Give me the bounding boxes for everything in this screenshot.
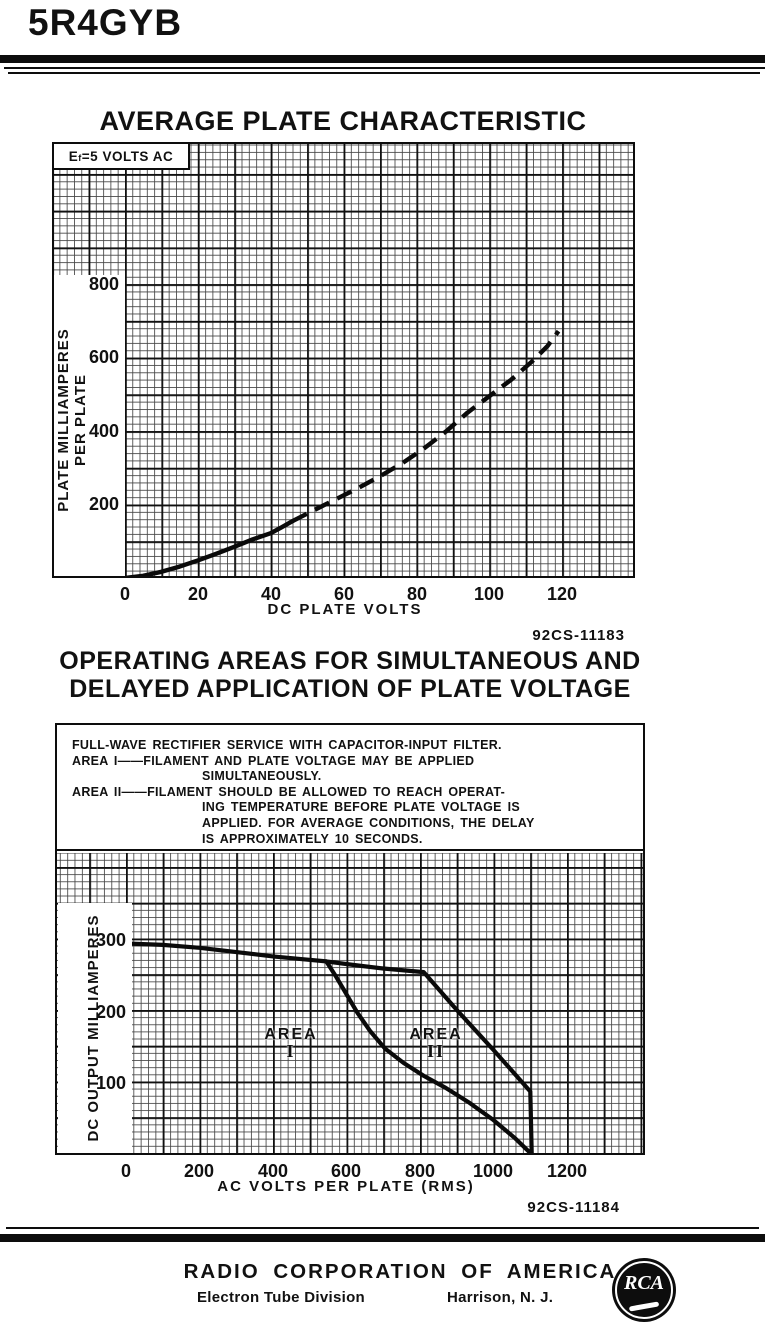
header-rule-thin-2 bbox=[8, 72, 760, 74]
chart2-xtick-1200: 1200 bbox=[546, 1161, 588, 1181]
note-line: FULL-WAVE RECTIFIER SERVICE WITH CAPACITOR-INPUT FILTER. bbox=[72, 738, 502, 752]
chart1-xtick-100: 100 bbox=[473, 584, 505, 604]
note-line: SIMULTANEOUSLY. bbox=[202, 769, 322, 784]
area-2-word: AREA bbox=[409, 1026, 463, 1043]
header-rule-thin-1 bbox=[4, 67, 765, 69]
chart2-title-line1: OPERATING AREAS FOR SIMULTANEOUS AND bbox=[59, 647, 641, 675]
ef-symbol: E bbox=[68, 148, 79, 164]
chart1-title: AVERAGE PLATE CHARACTERISTIC bbox=[99, 106, 587, 136]
area-1-word: AREA bbox=[264, 1026, 318, 1043]
chart2-xtick-800: 800 bbox=[404, 1161, 436, 1181]
chart2-plot bbox=[57, 853, 643, 1153]
chart1-ytick-800: 800 bbox=[88, 274, 119, 294]
footer-rule-thick bbox=[0, 1234, 765, 1242]
chart1-yaxis-title-line1: PLATE MILLIAMPERES bbox=[55, 328, 72, 512]
ef-subscript: f bbox=[78, 153, 82, 163]
chart2-xtick-0: 0 bbox=[120, 1161, 131, 1181]
note-line: IS APPROXIMATELY 10 SECONDS. bbox=[202, 831, 423, 846]
chart1-xtick-20: 20 bbox=[187, 584, 209, 604]
note-line: AREA II——FILAMENT SHOULD BE ALLOWED TO REACH OPERAT- bbox=[72, 784, 506, 799]
chart2-ytick-100: 100 bbox=[95, 1073, 126, 1093]
footer-company-name: RADIO CORPORATION OF AMERICA bbox=[183, 1260, 617, 1283]
chart2-xtick-1000: 1000 bbox=[472, 1161, 514, 1181]
chart2-xaxis-title: AC VOLTS PER PLATE (RMS) bbox=[217, 1178, 475, 1195]
footer-rule-thin bbox=[6, 1227, 759, 1229]
note-line: AREA I——FILAMENT AND PLATE VOLTAGE MAY BE APPLIED bbox=[72, 753, 475, 768]
tube-model-title: 5R4GYB bbox=[28, 2, 183, 43]
grid-major bbox=[54, 144, 633, 576]
chart1-ytick-400: 400 bbox=[88, 421, 119, 441]
chart2-title-line2: DELAYED APPLICATION OF PLATE VOLTAGE bbox=[69, 675, 631, 703]
chart2-figure-number: 92CS-11184 bbox=[527, 1199, 620, 1216]
header-rule-thick bbox=[0, 55, 765, 63]
rca-logo bbox=[612, 1258, 676, 1322]
footer-division: Electron Tube Division bbox=[197, 1289, 366, 1306]
chart2-xtick-600: 600 bbox=[330, 1161, 362, 1181]
area-2-roman: II bbox=[426, 1041, 445, 1061]
chart1-plot-frame bbox=[52, 142, 635, 578]
chart1-figure-number: 92CS-11183 bbox=[532, 627, 625, 644]
ef-value: =5 VOLTS AC bbox=[81, 148, 174, 164]
note-line: APPLIED. FOR AVERAGE CONDITIONS, THE DELAY bbox=[202, 815, 535, 830]
chart1-xtick-120: 120 bbox=[546, 584, 578, 604]
chart1-xtick-80: 80 bbox=[406, 584, 428, 604]
note-line: ING TEMPERATURE BEFORE PLATE VOLTAGE IS bbox=[202, 800, 521, 815]
chart1-yaxis-title-line2: PER PLATE bbox=[72, 373, 89, 467]
area-2-label bbox=[391, 1026, 481, 1059]
chart2-ytick-300: 300 bbox=[95, 930, 126, 950]
chart1-xtick-0: 0 bbox=[119, 584, 130, 604]
chart1-xtick-60: 60 bbox=[333, 584, 355, 604]
chart1-ytick-200: 200 bbox=[88, 494, 119, 514]
chart2-ytick-200: 200 bbox=[95, 1002, 126, 1022]
chart2-title bbox=[30, 647, 670, 703]
chart2-xtick-400: 400 bbox=[257, 1161, 289, 1181]
chart2-notes-box bbox=[57, 725, 643, 851]
chart1-ytick-600: 600 bbox=[88, 347, 119, 367]
chart1-xtick-40: 40 bbox=[260, 584, 282, 604]
chart1-plot bbox=[54, 144, 633, 576]
chart2-xtick-200: 200 bbox=[183, 1161, 215, 1181]
area-1-label bbox=[246, 1026, 336, 1059]
chart1-yaxis-title bbox=[55, 270, 89, 570]
chart1-condition-label bbox=[52, 142, 190, 170]
footer-location: Harrison, N. J. bbox=[447, 1289, 554, 1306]
chart1-xaxis-title: DC PLATE VOLTS bbox=[267, 601, 423, 618]
rca-logo-text: RCA bbox=[623, 1272, 665, 1294]
chart2-yaxis-title: DC OUTPUT MILLIAMPERES bbox=[85, 914, 102, 1142]
area-1-roman: I bbox=[286, 1041, 296, 1061]
